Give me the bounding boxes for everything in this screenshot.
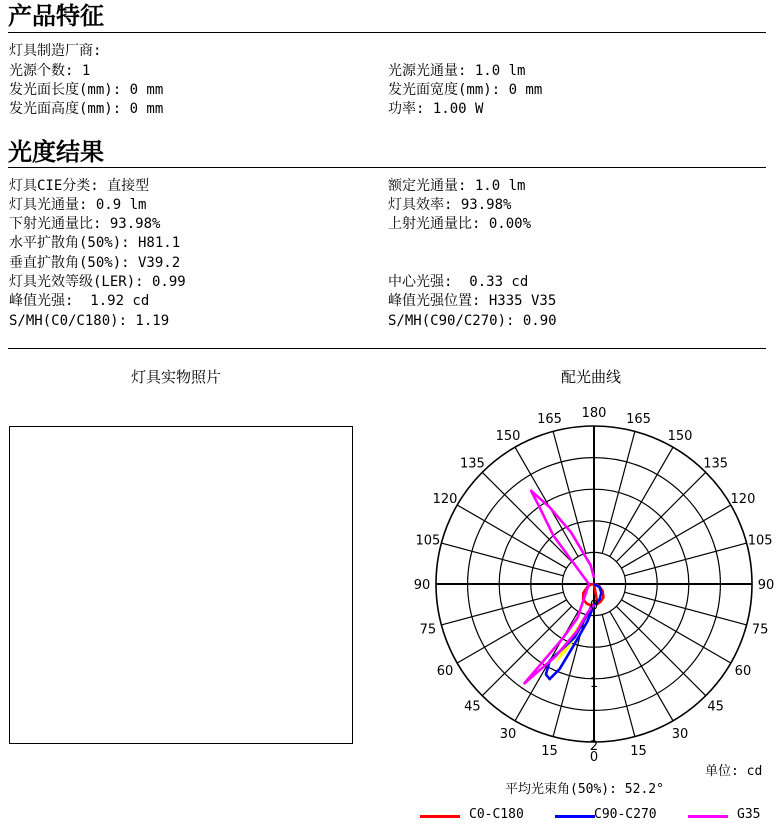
polar-spoke xyxy=(553,431,586,553)
polar-angle-label: 150 xyxy=(495,429,521,445)
polar-spoke xyxy=(441,543,563,576)
polar-angle-label: 15 xyxy=(630,744,647,760)
polar-spoke xyxy=(457,505,566,568)
result-h-spread: 水平扩散角(50%): H81.1 xyxy=(9,235,181,251)
polar-angle-label: 75 xyxy=(419,622,437,638)
result-ler: 灯具光效等级(LER): 0.99 xyxy=(9,274,186,290)
result-smh-c0: S/MH(C0/C180): 1.19 xyxy=(9,313,170,329)
feature-power: 功率: 1.00 W xyxy=(388,101,484,117)
polar-spoke xyxy=(610,611,673,720)
polar-spoke xyxy=(610,447,673,556)
polar-series xyxy=(524,491,603,684)
polar-angle-label: 45 xyxy=(707,699,724,715)
legend-label: G35 xyxy=(737,807,761,822)
polar-angle-label: 90 xyxy=(413,578,431,593)
polar-angle-label: 30 xyxy=(671,726,689,742)
legend-swatch xyxy=(555,815,595,818)
feature-emit-length: 发光面长度(mm): 0 mm xyxy=(9,82,164,98)
unit-label: 单位: cd xyxy=(705,764,763,779)
polar-radial-label: 2 xyxy=(589,739,599,754)
feature-manufacturer: 灯具制造厂商: xyxy=(9,43,102,59)
result-luminaire-flux: 灯具光通量: 0.9 lm xyxy=(9,197,147,213)
polar-angle-label: 165 xyxy=(537,411,562,427)
polar-angle-label: 45 xyxy=(464,699,481,715)
features-title: 产品特征 xyxy=(8,2,104,30)
legend-label: C0-C180 xyxy=(469,807,524,822)
polar-spoke xyxy=(515,447,578,556)
polar-spoke xyxy=(602,431,635,553)
polar-spoke xyxy=(515,611,578,720)
result-upward-ratio: 上射光通量比: 0.00% xyxy=(388,216,532,232)
legend-swatch xyxy=(688,815,728,818)
polar-angle-label: 0 xyxy=(589,750,599,765)
polar-angle-label: 30 xyxy=(499,726,517,742)
results-title: 光度结果 xyxy=(8,138,104,166)
polar-angle-label: 135 xyxy=(703,456,729,472)
beam-angle: 平均光束角(50%): 52.2° xyxy=(505,782,664,797)
polar-radial-label: 1 xyxy=(589,675,599,691)
polar-angle-label: 90 xyxy=(757,578,775,593)
feature-source-count: 光源个数: 1 xyxy=(9,63,91,79)
result-peak-intensity: 峰值光强: 1.92 cd xyxy=(9,293,150,309)
polar-angle-label: 75 xyxy=(751,622,769,638)
results-bottom-rule xyxy=(8,348,766,349)
polar-spoke xyxy=(616,606,705,695)
polar-spoke xyxy=(625,543,747,576)
polar-series-g35 xyxy=(524,491,594,684)
feature-source-flux: 光源光通量: 1.0 lm xyxy=(388,63,526,79)
polar-spoke xyxy=(616,472,705,561)
feature-emit-width: 发光面宽度(mm): 0 mm xyxy=(388,82,543,98)
result-cie-class: 灯具CIE分类: 直接型 xyxy=(9,178,150,194)
polar-spoke xyxy=(625,592,747,625)
legend-label: C90-C270 xyxy=(594,807,657,822)
result-smh-c90: S/MH(C90/C270): 0.90 xyxy=(388,313,557,329)
polar-angle-label: 105 xyxy=(415,533,441,549)
feature-emit-height: 发光面高度(mm): 0 mm xyxy=(9,101,164,117)
result-v-spread: 垂直扩散角(50%): V39.2 xyxy=(9,255,181,271)
luminaire-photo-frame xyxy=(9,426,353,744)
results-title-rule xyxy=(8,167,766,168)
result-center-intensity: 中心光强: 0.33 cd xyxy=(388,274,529,290)
legend-swatch xyxy=(420,815,460,818)
result-rated-flux: 额定光通量: 1.0 lm xyxy=(388,178,526,194)
features-title-rule xyxy=(8,32,766,33)
polar-angle-label: 60 xyxy=(734,664,752,679)
polar-spoke xyxy=(602,615,635,737)
result-peak-position: 峰值光强位置: H335 V35 xyxy=(388,293,557,309)
polar-spoke xyxy=(621,600,730,663)
polar-angle-label: 165 xyxy=(626,411,651,427)
polar-spoke xyxy=(441,592,563,625)
polar-angle-label: 15 xyxy=(541,744,558,760)
polar-angle-label: 135 xyxy=(459,456,485,472)
polar-angle-label: 120 xyxy=(432,492,458,507)
polar-radial-label: 0 xyxy=(589,598,599,614)
polar-angle-label: 180 xyxy=(581,406,607,421)
result-efficiency: 灯具效率: 93.98% xyxy=(388,197,512,213)
polar-chart xyxy=(404,396,780,776)
polar-angle-label: 150 xyxy=(667,429,693,445)
polar-caption: 配光曲线 xyxy=(561,368,622,386)
polar-angle-label: 120 xyxy=(730,492,756,507)
result-downward-ratio: 下射光通量比: 93.98% xyxy=(9,216,161,232)
polar-spoke xyxy=(621,505,730,568)
polar-angle-label: 105 xyxy=(747,533,773,549)
photo-caption: 灯具实物照片 xyxy=(131,368,222,386)
polar-angle-label: 60 xyxy=(436,664,454,679)
